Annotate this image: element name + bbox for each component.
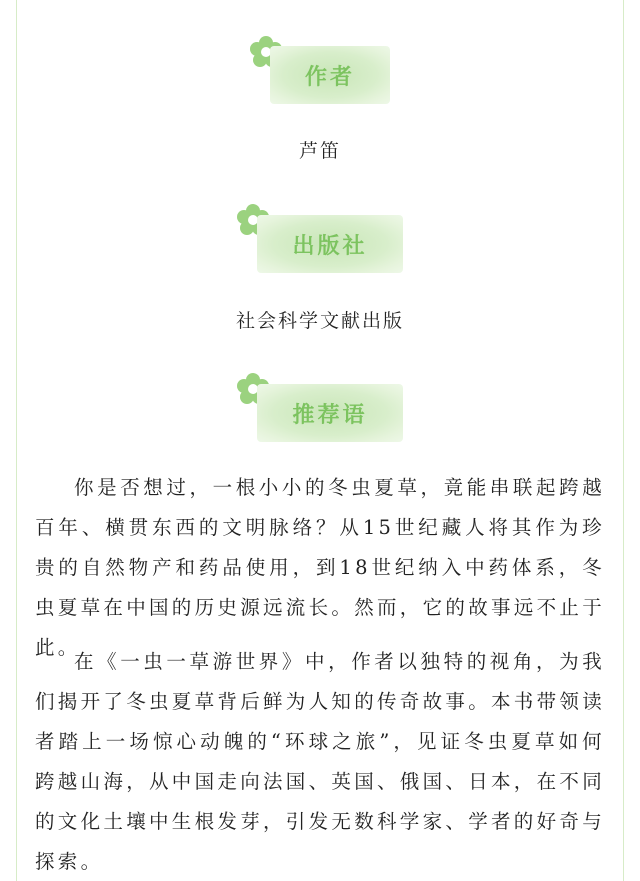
recommendation-paragraph-1: 你是否想过，一根小小的冬虫夏草，竟能串联起跨越百年、横贯东西的文明脉络？从15世纪藏人将其作为珍贵的自然物产和药品使用，到18世纪纳入中药体系，冬虫夏草在中国的历史源远流长。然而，它的故事远不止于此。 (35, 476, 606, 659)
author-name: 芦笛 (298, 140, 341, 162)
recommendation-paragraph-2: 在《一虫一草游世界》中，作者以独特的视角，为我们揭开了冬虫夏草背后鲜为人知的传奇故事。本书带领读者踏上一场惊心动魄的“环球之旅”，见证冬虫夏草如何跨越山海，从中国走向法国、英国、俄国、日本，在不同的文化土壤中生根发芽，引发无数科学家、学者的好奇与探索。 (35, 650, 606, 873)
section-heading-recommendation (257, 384, 403, 442)
section-heading-publisher-label: 出版社 (292, 233, 368, 259)
section-heading-publisher (257, 215, 403, 273)
section-heading-author-label: 作者 (304, 64, 355, 90)
publisher-name: 社会科学文献出版 (235, 310, 404, 332)
section-heading-author (270, 46, 390, 104)
section-heading-recommendation-label: 推荐语 (292, 402, 368, 428)
